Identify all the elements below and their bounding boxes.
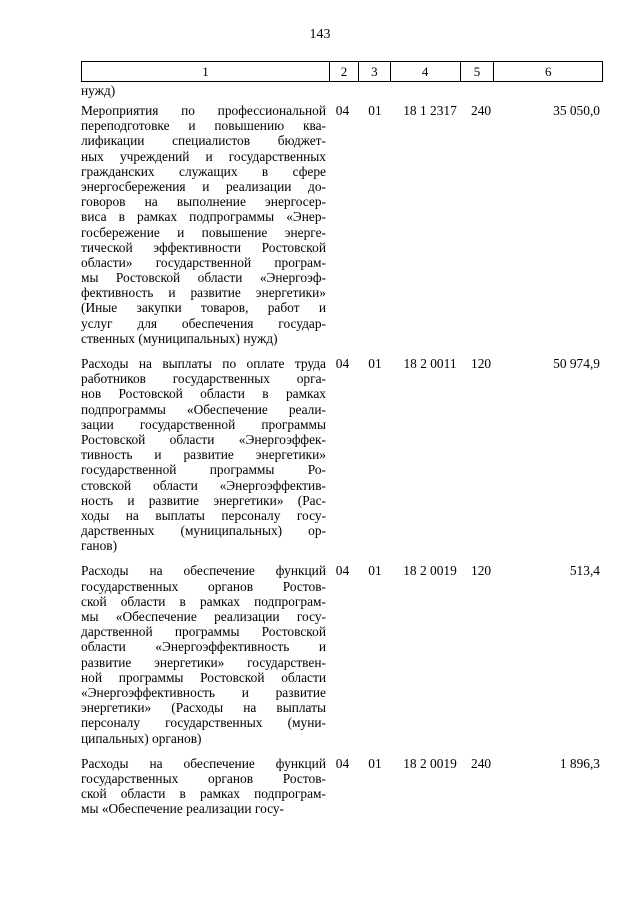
header-col-4: 4: [391, 62, 461, 81]
description-line: ципальных) органов): [81, 730, 202, 746]
description-line: ственных (муниципальных) нужд): [81, 330, 278, 346]
description-line: зации государственной программы: [81, 416, 326, 432]
description-line: фективность и развитие энергетики»: [81, 285, 326, 301]
description-line: ганов): [81, 538, 118, 554]
row-amount: 513,4: [569, 563, 600, 579]
row-expense-type: 240: [471, 103, 492, 118]
description-line: мы «Обеспечение реализации госу-: [81, 609, 326, 624]
table-row: [81, 756, 603, 817]
row-expense-type: 120: [471, 356, 492, 371]
description-line: государственной программы Ро-: [81, 462, 326, 478]
row-target-item: 18 2 0019: [403, 563, 457, 579]
row-description: [81, 103, 326, 346]
description-line: тической эффективности Ростовской: [81, 239, 326, 255]
description-line: развитие энергетики» государствен-: [81, 654, 326, 670]
description-line: Расходы на выплаты по оплате труда: [81, 356, 326, 371]
header-col-2: 2: [330, 62, 359, 81]
description-line: мы «Обеспечение реализации госу-: [81, 801, 285, 817]
description-line: ность и развитие энергетики» (Рас-: [81, 492, 326, 508]
rows-container: [81, 103, 603, 816]
row-description: [81, 356, 326, 553]
description-line: мы Ростовской области «Энергоэф-: [81, 270, 326, 286]
row-subsection-code: 01: [368, 356, 382, 371]
description-line: ходы на выплаты персоналу госу-: [81, 507, 326, 523]
row-expense-type: 120: [471, 563, 492, 579]
description-line: дарственной программы Ростовской: [81, 624, 326, 640]
row-subsection-code: 01: [368, 103, 382, 118]
description-line: ской области в рамках подпрограм-: [81, 786, 326, 802]
description-line: нов Ростовской области в рамках: [81, 386, 326, 402]
header-col-1: 1: [82, 62, 330, 81]
description-line: работников государственных орга-: [81, 371, 326, 387]
table-row: [81, 103, 603, 346]
table-row: [81, 356, 603, 553]
description-line: ных учреждений и государственных: [81, 148, 326, 164]
description-line: тивность и развитие энергетики»: [81, 447, 326, 463]
description-line: виса в рамках подпрограммы «Энер-: [81, 209, 326, 225]
row-target-item: 18 1 2317: [403, 103, 457, 118]
description-line: государственных органов Ростов-: [81, 578, 326, 594]
description-line: «Энергоэффективность и развитие: [81, 684, 326, 700]
header-col-3: 3: [359, 62, 391, 81]
table-header: [81, 61, 603, 82]
table-body: [81, 83, 603, 816]
row-amount: 35 050,0: [553, 103, 600, 118]
row-amount: 50 974,9: [553, 356, 600, 371]
row-subsection-code: 01: [368, 563, 382, 579]
description-line: говоров на выполнение энергосер-: [81, 194, 326, 210]
description-line: государственных органов Ростов-: [81, 770, 326, 786]
description-line: лификации специалистов бюджет-: [81, 133, 326, 149]
page-number: 143: [309, 27, 331, 42]
row-expense-type: 240: [471, 755, 492, 771]
description-line: дарственных (муниципальных) ор-: [81, 523, 326, 539]
description-line: персоналу государственных (муни-: [81, 715, 326, 731]
description-line: Расходы на обеспечение функций: [81, 755, 326, 771]
description-line: ной программы Ростовской области: [81, 669, 326, 685]
row-section-code: 04: [335, 755, 350, 771]
header-col-6: 6: [544, 63, 552, 79]
row-section-code: 04: [335, 563, 350, 579]
description-line: области» государственной програм-: [81, 254, 326, 270]
row-subsection-code: 01: [368, 755, 382, 771]
row-section-code: 04: [335, 356, 350, 371]
table-row: [81, 563, 603, 745]
description-line: услуг для обеспечения государ-: [81, 315, 326, 331]
description-line: Мероприятия по профессиональной: [81, 103, 326, 118]
row-description: [81, 563, 326, 745]
row-target-item: 18 2 0019: [403, 755, 457, 771]
description-line: области «Энергоэффективность и: [81, 639, 326, 655]
description-line: энергосбережения и реализации до-: [81, 178, 326, 194]
description-line: ской области в рамках подпрограм-: [81, 593, 326, 609]
description-line: переподготовке и повышению ква-: [81, 118, 326, 134]
row-section-code: 04: [335, 103, 350, 118]
description-line: подпрограммы «Обеспечение реали-: [81, 401, 326, 417]
header-col-5: 5: [461, 62, 495, 81]
continuation-text: нужд): [81, 83, 116, 98]
description-line: стовской области «Энергоэффектив-: [81, 477, 326, 493]
description-line: Расходы на обеспечение функций: [81, 563, 326, 579]
row-target-item: 18 2 0011: [403, 356, 457, 371]
description-line: госбережение и повышение энерге-: [81, 224, 326, 240]
description-line: гражданских служащих в сфере: [81, 163, 326, 179]
continuation-row: [81, 83, 603, 99]
description-line: (Иные закупки товаров, работ и: [81, 300, 326, 316]
description-line: Ростовской области «Энергоэффек-: [81, 431, 326, 447]
description-line: энергетики» (Расходы на выплаты: [81, 700, 326, 716]
row-amount: 1 896,3: [559, 755, 600, 771]
row-description: [81, 756, 326, 817]
